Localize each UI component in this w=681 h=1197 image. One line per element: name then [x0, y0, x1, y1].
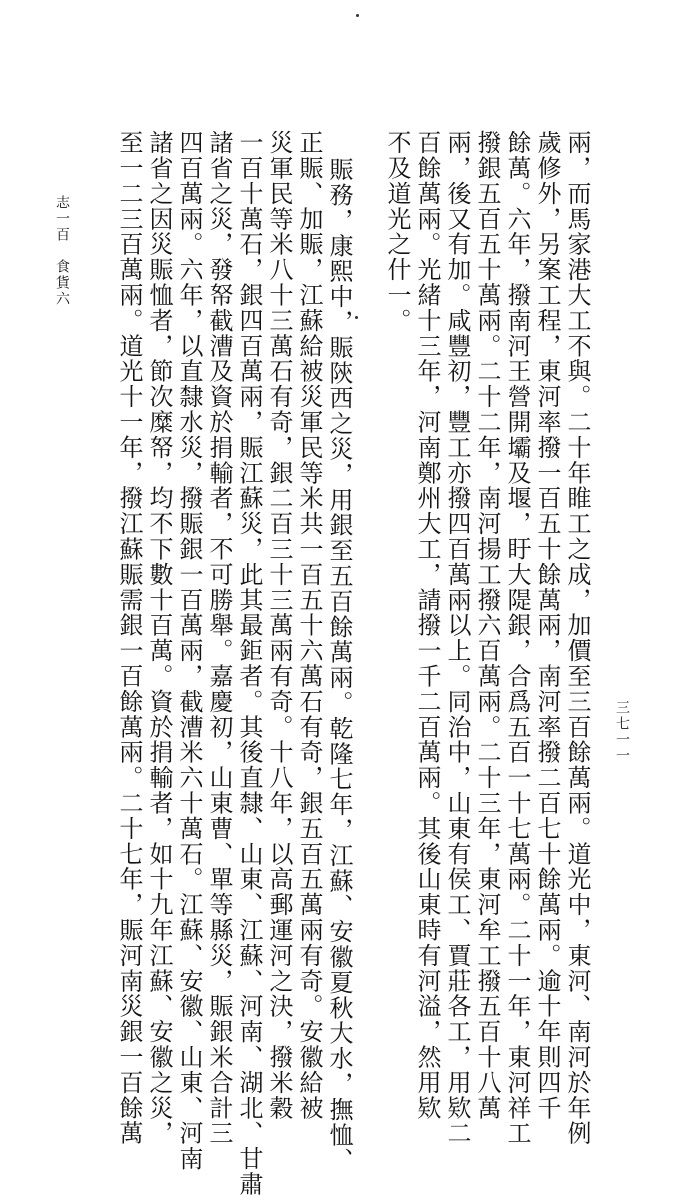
text-column: 一百十萬石，銀四百萬兩，賑江蘇災，此其最鉅者。其後直隸、山東、江蘇、河南、湖北、甘肅	[235, 130, 263, 1197]
text-column: 撥銀五百五十萬兩。二十二年，南河揚工撥六百萬兩。二十三年，東河牟工撥五百十八萬	[473, 130, 501, 1121]
text-column: 正賑、加賑，江蘇給被災軍民等米共一百五十六萬石有奇，銀五百五萬兩有奇。安徽給被	[295, 130, 323, 1121]
ink-dot	[356, 14, 359, 17]
text-column: 諸省之災，發帑截漕及資於捐輸者，不可勝舉。嘉慶初，山東曹、單等縣災，賑銀米合計三	[205, 130, 233, 1146]
text-column: 餘萬。六年，撥南河王營開壩及堰，盱大隄銀，合爲五百一十七萬兩。二十一年，東河祥工	[503, 130, 531, 1146]
text-column: 百餘萬兩。光緒十三年，河南鄭州大工，請撥一千二百萬兩。其後山東時有河溢，然用欵	[413, 130, 441, 1121]
text-column: 兩，而馬家港大工不與。二十年睢工之成，加價至三百餘萬兩。道光中，東河、南河於年例	[563, 130, 591, 1146]
text-column: 至一二三百萬兩。道光十一年，撥江蘇賑需銀一百餘萬兩。二十七年，賑河南災銀一百餘萬	[115, 130, 143, 1146]
text-column: 歲修外，另案工程，東河率撥一百五十餘萬兩，南河率撥二百七十餘萬兩。逾十年則四千	[533, 130, 561, 1121]
text-column: 四百萬兩。六年，以直隸水災，撥賑銀一百萬兩，截漕米六十萬石。江蘇、安徽、山東、河南	[175, 130, 203, 1172]
text-column: 災軍民等米八十三萬石有奇，銀二百三十三萬兩有奇。十八年，以高郵運河之決，撥米穀	[265, 130, 293, 1121]
text-column: 不及道光之什一。	[383, 130, 411, 334]
text-column: 賑務，康熙中，賑陝西之災，用銀至五百餘萬兩。乾隆七年，江蘇、安徽夏秋大水，撫恤、	[325, 157, 353, 1173]
text-column: 兩，後又有加。咸豐初，豐工亦撥四百萬兩以上。同治中，山東有侯工、賈莊各工，用欵二	[443, 130, 471, 1146]
running-head: 志一百 食貨六	[54, 195, 70, 307]
page-number: 三七一一	[614, 700, 630, 764]
text-column: 諸省之因災賑恤者，節次糜帑，均不下數十百萬。資於捐輸者，如十九年江蘇、安徽之災，	[145, 130, 173, 1146]
ink-dot	[355, 316, 358, 319]
